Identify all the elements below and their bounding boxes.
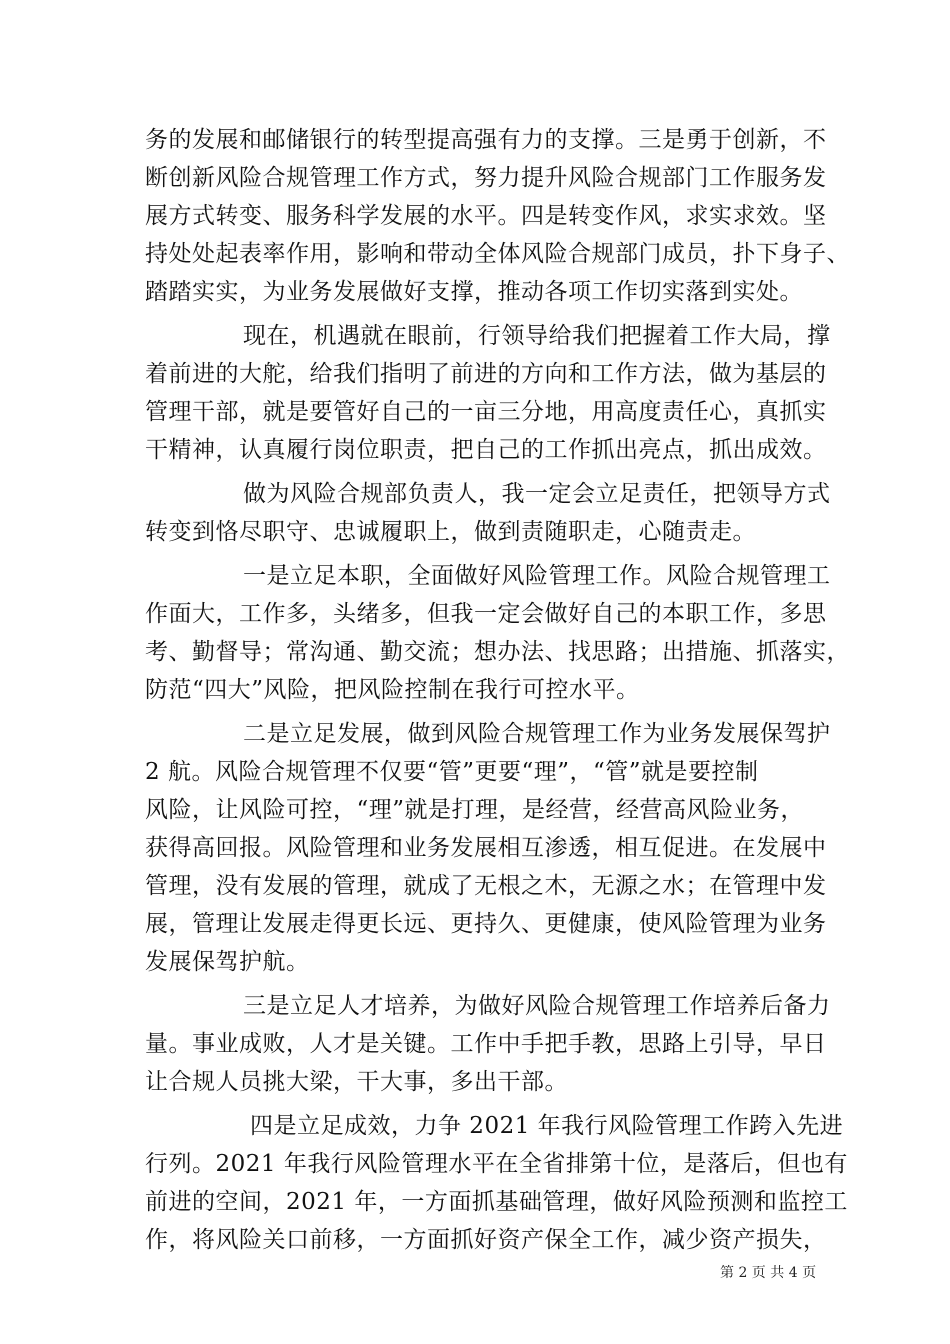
text-line: 获得高回报。风险管理和业务发展相互渗透，相互促进。在发展中 (145, 835, 827, 861)
text-line: 作，将风险关口前移，一方面抓好资产保全工作，减少资产损失， (145, 1227, 827, 1253)
text-line: 踏踏实实，为业务发展做好支撑，推动各项工作切实落到实处。 (145, 279, 803, 305)
text-line: 管理，没有发展的管理，就成了无根之木，无源之水；在管理中发 (145, 873, 827, 899)
text-line: 2 航。风险合规管理不仅要“管”更要“理”，“管”就是要控制 (145, 759, 759, 785)
paragraph-start-line: 现在，机遇就在眼前，行领导给我们把握着工作大局，撑 (243, 323, 831, 349)
text-line: 持处处起表率作用，影响和带动全体风险合规部门成员，扑下身子、 (145, 241, 850, 267)
text-line: 发展保驾护航。 (145, 949, 310, 975)
text-line: 展方式转变、服务科学发展的水平。四是转变作风，求实求效。坚 (145, 203, 827, 229)
text-line: 展，管理让发展走得更长远、更持久、更健康，使风险管理为业务 (145, 911, 827, 937)
text-line: 行列。2021 年我行风险管理水平在全省排第十位，是落后，但也有 (145, 1151, 848, 1177)
paragraph-start-line: 三是立足人才培养，为做好风险合规管理工作培养后备力 (243, 993, 831, 1019)
text-line: 让合规人员挑大梁，干大事，多出干部。 (145, 1069, 568, 1095)
text-line: 前进的空间，2021 年，一方面抓基础管理，做好风险预测和监控工 (145, 1189, 848, 1215)
text-line: 务的发展和邮储银行的转型提高强有力的支撑。三是勇于创新，不 (145, 127, 827, 153)
text-line: 转变到恪尽职守、忠诚履职上，做到责随职走，心随责走。 (145, 519, 756, 545)
paragraph-start-line: 一是立足本职，全面做好风险管理工作。风险合规管理工 (243, 563, 831, 589)
text-line: 量。事业成败，人才是关键。工作中手把手教，思路上引导，早日 (145, 1031, 827, 1057)
text-line: 管理干部，就是要管好自己的一亩三分地，用高度责任心，真抓实 (145, 399, 827, 425)
page-number-footer: 第 2 页 共 4 页 (720, 1265, 817, 1281)
text-line: 着前进的大舵，给我们指明了前进的方向和工作方法，做为基层的 (145, 361, 827, 387)
text-line: 考、勤督导；常沟通、勤交流；想办法、找思路；出措施、抓落实， (145, 639, 850, 665)
text-line: 防范“四大”风险，把风险控制在我行可控水平。 (145, 677, 640, 703)
text-line: 风险，让风险可控，“理”就是打理，是经营，经营高风险业务， (145, 797, 805, 823)
text-line: 作面大，工作多，头绪多，但我一定会做好自己的本职工作，多思 (145, 601, 827, 627)
text-line: 干精神，认真履行岗位职责，把自己的工作抓出亮点，抓出成效。 (145, 437, 827, 463)
paragraph-start-line: 四是立足成效，力争 2021 年我行风险管理工作跨入先进 (250, 1113, 844, 1139)
paragraph-start-line: 做为风险合规部负责人，我一定会立足责任，把领导方式 (243, 481, 831, 507)
text-line: 断创新风险合规管理工作方式，努力提升风险合规部门工作服务发 (145, 165, 827, 191)
paragraph-start-line: 二是立足发展，做到风险合规管理工作为业务发展保驾护 (243, 721, 831, 747)
